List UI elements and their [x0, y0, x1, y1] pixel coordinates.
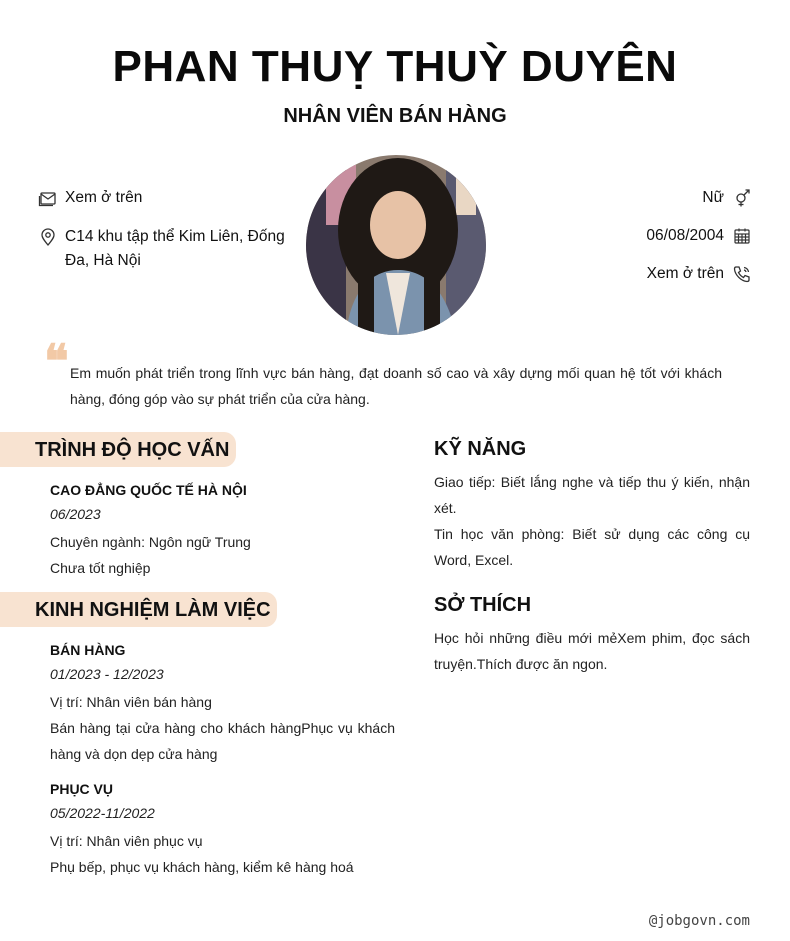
job-title: NHÂN VIÊN BÁN HÀNG [283, 105, 507, 127]
experience-description: Bán hàng tại cửa hàng cho khách hàngPhục vụ khách hàng và dọn dẹp cửa hàng [50, 720, 395, 762]
quote-icon: ❝ [44, 334, 69, 388]
contact-address-row [38, 225, 298, 273]
education-date: 06/2023 [50, 506, 101, 522]
gender-icon [732, 188, 752, 208]
location-pin-icon [38, 227, 58, 247]
contact-birthday-row [492, 224, 752, 248]
hobbies-text: Học hỏi những điều mới mẻXem phim, đọc sách truyện.Thích được ăn ngon. [434, 630, 750, 672]
contact-address: C14 khu tập thể Kim Liên, Đống Đa, Hà Nội [65, 228, 285, 269]
experience-heading: KINH NGHIỆM LÀM VIỆC [0, 592, 277, 627]
contact-gender-row [492, 186, 752, 210]
education-status: Chưa tốt nghiệp [50, 560, 151, 576]
education-entry [50, 479, 395, 581]
skill-item: Giao tiếp: Biết lắng nghe và tiếp thu ý kiến, nhận xét. [434, 474, 750, 516]
skills-list [434, 469, 750, 573]
experience-title: BÁN HÀNG [50, 642, 126, 658]
avatar-photo [306, 155, 486, 335]
contact-phone-row [492, 262, 752, 286]
experience-entry [50, 778, 395, 880]
contact-phone: Xem ở trên [646, 265, 724, 282]
contact-left [38, 186, 298, 288]
experience-entry [50, 639, 395, 767]
experience-date: 05/2022-11/2022 [50, 805, 155, 821]
contact-email-row [38, 186, 298, 210]
footer-watermark: @jobgovn.com [648, 913, 750, 929]
experience-position: Vị trí: Nhân viên phục vụ [50, 833, 203, 849]
contact-email: Xem ở trên [65, 189, 143, 206]
contact-birthday: 06/08/2004 [646, 227, 724, 244]
education-school: CAO ĐẲNG QUỐC TẾ HÀ NỘI [50, 482, 247, 498]
calendar-icon [732, 226, 752, 246]
mail-icon [38, 188, 58, 208]
skill-item: Tin học văn phòng: Biết sử dụng các công cụ Word, Excel. [434, 526, 750, 568]
experience-position: Vị trí: Nhân viên bán hàng [50, 694, 212, 710]
experience-description: Phụ bếp, phục vụ khách hàng, kiểm kê hàng hoá [50, 859, 354, 875]
education-major: Chuyên ngành: Ngôn ngữ Trung [50, 534, 251, 550]
contact-gender: Nữ [702, 189, 724, 206]
experience-date: 01/2023 - 12/2023 [50, 666, 164, 682]
candidate-name: PHAN THUỴ THUỲ DUYÊN [112, 42, 678, 91]
contact-right [492, 186, 752, 300]
experience-title: PHỤC VỤ [50, 781, 114, 797]
education-heading: TRÌNH ĐỘ HỌC VẤN [0, 432, 236, 467]
career-objective: Em muốn phát triển trong lĩnh vực bán hàng, đạt doanh số cao và xây dựng mối quan hệ tốt với khách hàng, đóng góp vào sự phát triển của cửa hàng. [70, 365, 722, 407]
hobbies-heading: SỞ THÍCH [434, 594, 532, 616]
phone-icon [732, 264, 752, 284]
skills-heading: KỸ NĂNG [434, 438, 527, 460]
